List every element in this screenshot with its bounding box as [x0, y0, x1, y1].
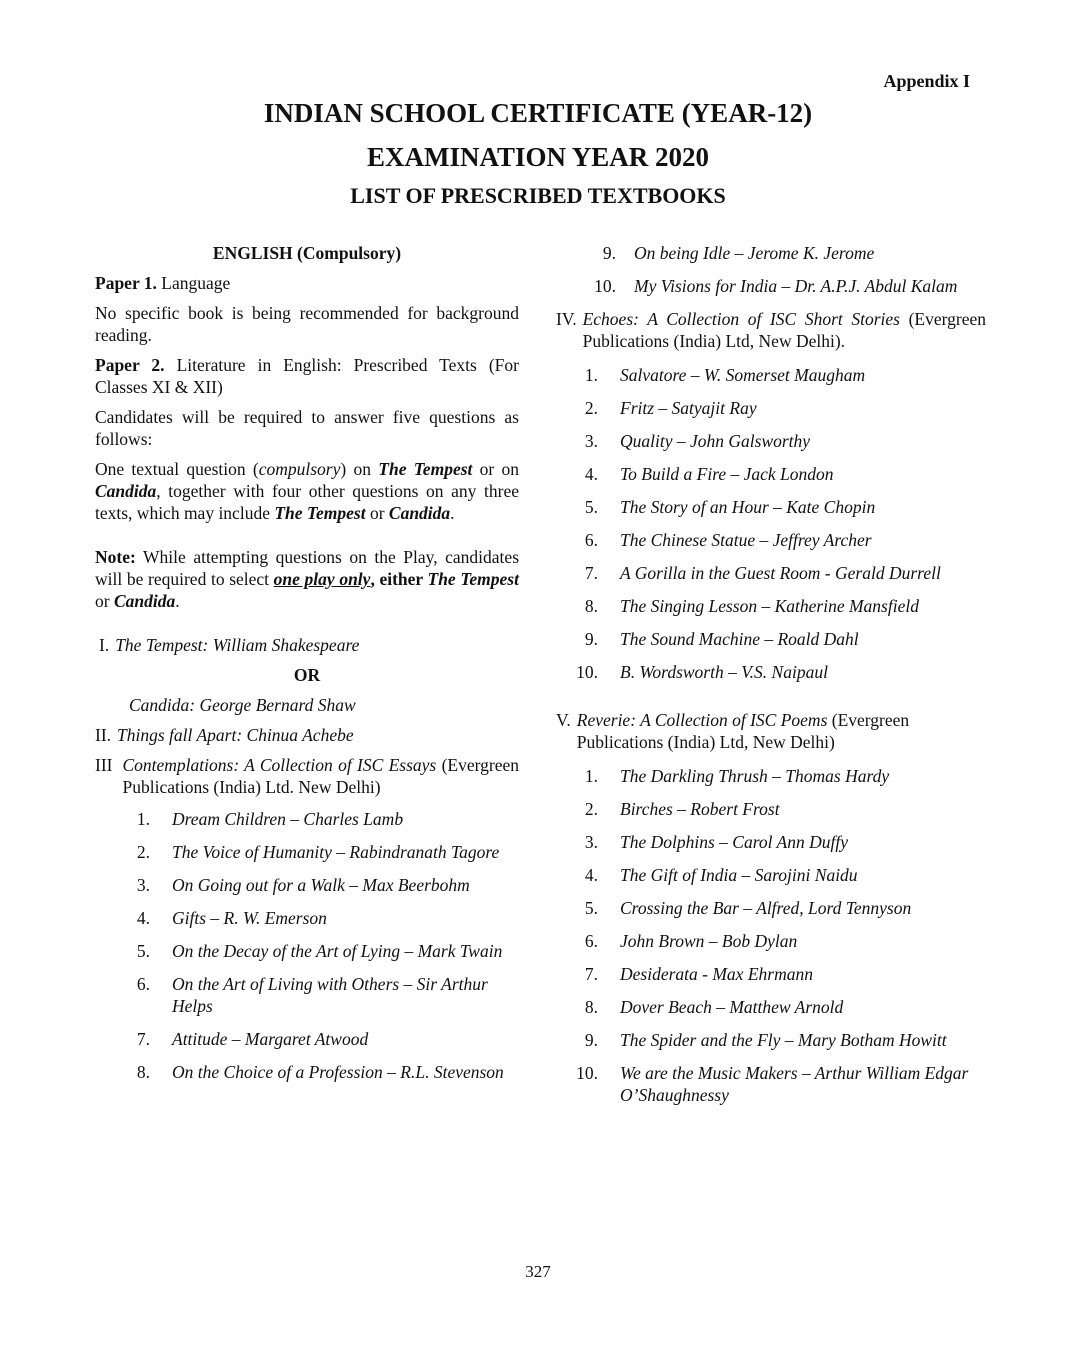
list-item: [556, 930, 986, 952]
paper1-label: Paper 1.: [95, 273, 157, 293]
item-number: 1.: [584, 365, 598, 385]
rule-text-part: The Tempest: [378, 459, 473, 479]
item-title: Dover Beach – Matthew Arnold: [620, 997, 844, 1017]
list-item: [556, 963, 986, 985]
list-item: [556, 562, 986, 584]
item-title: The Dolphins – Carol Ann Duffy: [620, 832, 848, 852]
paper1-text: Language: [156, 273, 231, 293]
poems-list: [556, 765, 986, 1106]
item-title: Fritz – Satyajit Ray: [620, 398, 757, 418]
item-number: 2.: [584, 398, 598, 418]
item-title: Salvatore – W. Somerset Maugham: [620, 365, 866, 385]
item-number: 1.: [136, 809, 150, 829]
rule-text-part: compulsory: [258, 459, 341, 479]
item-title: B. Wordsworth – V.S. Naipaul: [620, 662, 828, 682]
rule-text-part: ) on: [340, 459, 379, 479]
item-number: 7.: [584, 964, 598, 984]
list-item: [95, 808, 519, 830]
or-divider: OR: [293, 665, 321, 685]
list-item: [95, 1028, 519, 1050]
item-title: On Going out for a Walk – Max Beerbohm: [172, 875, 470, 895]
item-title: The Spider and the Fly – Mary Botham Howitt: [620, 1030, 947, 1050]
note-part: .: [175, 591, 180, 611]
rule-text-part: The Tempest: [274, 503, 366, 523]
item-title: The Darkling Thrush – Thomas Hardy: [620, 766, 890, 786]
item-title: We are the Music Makers – Arthur William Edgar O’Shaughnessy: [620, 1063, 969, 1105]
text-title: [577, 709, 986, 753]
essays-continued-list: [556, 242, 986, 297]
item-number: 2.: [136, 842, 150, 862]
item-title: My Visions for India – Dr. A.P.J. Abdul Kalam: [634, 276, 958, 296]
rule-text-part: Candida: [388, 503, 451, 523]
item-number: 10.: [576, 1063, 598, 1083]
item-title: Gifts – R. W. Emerson: [172, 908, 327, 928]
paper1-line: [95, 272, 519, 294]
list-item: [556, 798, 986, 820]
list-item: [556, 831, 986, 853]
collection-title: Reverie: A Collection of ISC Poems: [576, 710, 828, 730]
list-item: [556, 765, 986, 787]
list-item: [556, 897, 986, 919]
item-number: 4.: [584, 464, 598, 484]
list-item: [556, 864, 986, 886]
note-part: , either: [370, 569, 428, 589]
list-item: [556, 628, 986, 650]
item-title: To Build a Fire – Jack London: [620, 464, 834, 484]
publisher-text: (Evergreen Publications (India) Ltd, New Delhi).: [582, 309, 986, 351]
rule-text-part: Candida: [95, 481, 157, 501]
list-item: [556, 1062, 986, 1106]
text-title: Things fall Apart: Chinua Achebe: [117, 725, 354, 745]
publisher-text: (Evergreen Publications (India) Ltd, New Delhi): [576, 710, 910, 752]
item-number: 10.: [576, 662, 598, 682]
item-number: 5.: [584, 497, 598, 517]
item-title: Birches – Robert Frost: [620, 799, 780, 819]
item-number: 8.: [584, 997, 598, 1017]
question-rule-text: [95, 458, 519, 524]
item-title: Dream Children – Charles Lamb: [172, 809, 404, 829]
text-candida: Candida: George Bernard Shaw: [129, 695, 356, 715]
collection-title: Echoes: A Collection of ISC Short Stories: [582, 309, 900, 329]
item-number: 5.: [584, 898, 598, 918]
item-title: The Sound Machine – Roald Dahl: [620, 629, 859, 649]
list-item: [556, 364, 986, 386]
item-title: The Voice of Humanity – Rabindranath Tagore: [172, 842, 500, 862]
item-number: 7.: [584, 563, 598, 583]
rule-text-part: .: [450, 503, 455, 523]
list-item: [95, 907, 519, 929]
item-number: 8.: [584, 596, 598, 616]
list-item: [556, 275, 986, 297]
rule-text-part: , together with four other questions on any three texts, which may include: [95, 481, 519, 523]
no-book-text: No specific book is being recommended for background reading.: [95, 303, 519, 345]
roman-numeral: II.: [95, 725, 112, 745]
list-item: [556, 430, 986, 452]
item-number: 4.: [584, 865, 598, 885]
item-number: 6.: [584, 931, 598, 951]
text-ii: [95, 724, 519, 746]
item-number: 9.: [602, 243, 616, 263]
item-number: 10.: [594, 276, 616, 296]
item-title: Desiderata - Max Ehrmann: [620, 964, 813, 984]
item-title: A Gorilla in the Guest Room - Gerald Durrell: [620, 563, 941, 583]
item-title: Attitude – Margaret Atwood: [172, 1029, 369, 1049]
item-number: 9.: [584, 629, 598, 649]
rule-text-part: or on: [472, 459, 520, 479]
candidates-text: Candidates will be required to answer five questions as follows:: [95, 407, 519, 449]
roman-numeral: III: [95, 755, 113, 775]
item-title: On the Choice of a Profession – R.L. Stevenson: [172, 1062, 504, 1082]
appendix-label: Appendix I: [883, 71, 970, 91]
list-item: [556, 529, 986, 551]
item-number: 3.: [136, 875, 150, 895]
list-item: [556, 463, 986, 485]
text-v: [556, 709, 986, 753]
list-item: [556, 397, 986, 419]
item-title: The Chinese Statue – Jeffrey Archer: [620, 530, 872, 550]
list-item: [556, 595, 986, 617]
item-title: Crossing the Bar – Alfred, Lord Tennyson: [620, 898, 912, 918]
note-text: [95, 546, 519, 612]
text-title: [122, 754, 519, 798]
note-part: Candida: [113, 591, 176, 611]
page-title: INDIAN SCHOOL CERTIFICATE (YEAR-12): [263, 98, 813, 128]
collection-title: Contemplations: A Collection of ISC Essays: [122, 755, 437, 775]
list-item: [556, 242, 986, 264]
item-number: 3.: [584, 431, 598, 451]
page-number: 327: [525, 1262, 551, 1281]
text-title: The Tempest: William Shakespeare: [115, 635, 360, 655]
text-title: [583, 308, 986, 352]
list-item: [95, 940, 519, 962]
essays-list: [95, 808, 519, 1083]
item-number: 3.: [584, 832, 598, 852]
list-item: [95, 874, 519, 896]
item-title: On the Decay of the Art of Lying – Mark Twain: [172, 941, 503, 961]
item-title: The Singing Lesson – Katherine Mansfield: [620, 596, 919, 616]
item-number: 4.: [136, 908, 150, 928]
note-part: While attempting questions on the Play, candidates will be required to select: [95, 547, 519, 589]
rule-text-part: or: [365, 503, 389, 523]
page-subtitle: EXAMINATION YEAR 2020: [366, 142, 709, 172]
roman-numeral: IV.: [556, 309, 577, 329]
note-label: Note:: [95, 547, 136, 567]
item-title: John Brown – Bob Dylan: [620, 931, 798, 951]
note-part: one play only: [273, 569, 371, 589]
item-number: 2.: [584, 799, 598, 819]
item-number: 6.: [136, 974, 150, 994]
roman-numeral: I.: [99, 635, 110, 655]
roman-numeral: V.: [556, 710, 571, 730]
item-number: 1.: [584, 766, 598, 786]
paper2-text: Literature in English: Prescribed Texts (For Classes XI & XII): [95, 355, 519, 397]
paper2-line: [95, 354, 519, 398]
item-title: The Story of an Hour – Kate Chopin: [620, 497, 876, 517]
right-column: [556, 242, 986, 1117]
item-number: 7.: [136, 1029, 150, 1049]
list-item: [95, 1061, 519, 1083]
text-iv: [556, 308, 986, 352]
text-iii: [95, 754, 519, 798]
text-i: [95, 634, 519, 656]
paper2-label: Paper 2.: [95, 355, 165, 375]
list-item: [556, 496, 986, 518]
publisher-text: (Evergreen Publications (India) Ltd. New Delhi): [122, 755, 519, 797]
item-number: 8.: [136, 1062, 150, 1082]
stories-list: [556, 364, 986, 683]
item-title: On being Idle – Jerome K. Jerome: [634, 243, 875, 263]
item-number: 9.: [584, 1030, 598, 1050]
rule-text-part: One textual question (: [95, 459, 259, 479]
subject-heading: ENGLISH (Compulsory): [212, 243, 402, 263]
left-column: [95, 242, 519, 1094]
list-heading: LIST OF PRESCRIBED TEXTBOOKS: [350, 183, 726, 208]
note-part: The Tempest: [427, 569, 519, 589]
note-part: or: [95, 591, 114, 611]
list-item: [556, 661, 986, 683]
item-title: The Gift of India – Sarojini Naidu: [620, 865, 858, 885]
item-title: On the Art of Living with Others – Sir Arthur Helps: [172, 974, 488, 1016]
item-title: Quality – John Galsworthy: [620, 431, 811, 451]
item-number: 5.: [136, 941, 150, 961]
list-item: [556, 1029, 986, 1051]
item-number: 6.: [584, 530, 598, 550]
list-item: [556, 996, 986, 1018]
list-item: [95, 841, 519, 863]
list-item: [95, 973, 519, 1017]
